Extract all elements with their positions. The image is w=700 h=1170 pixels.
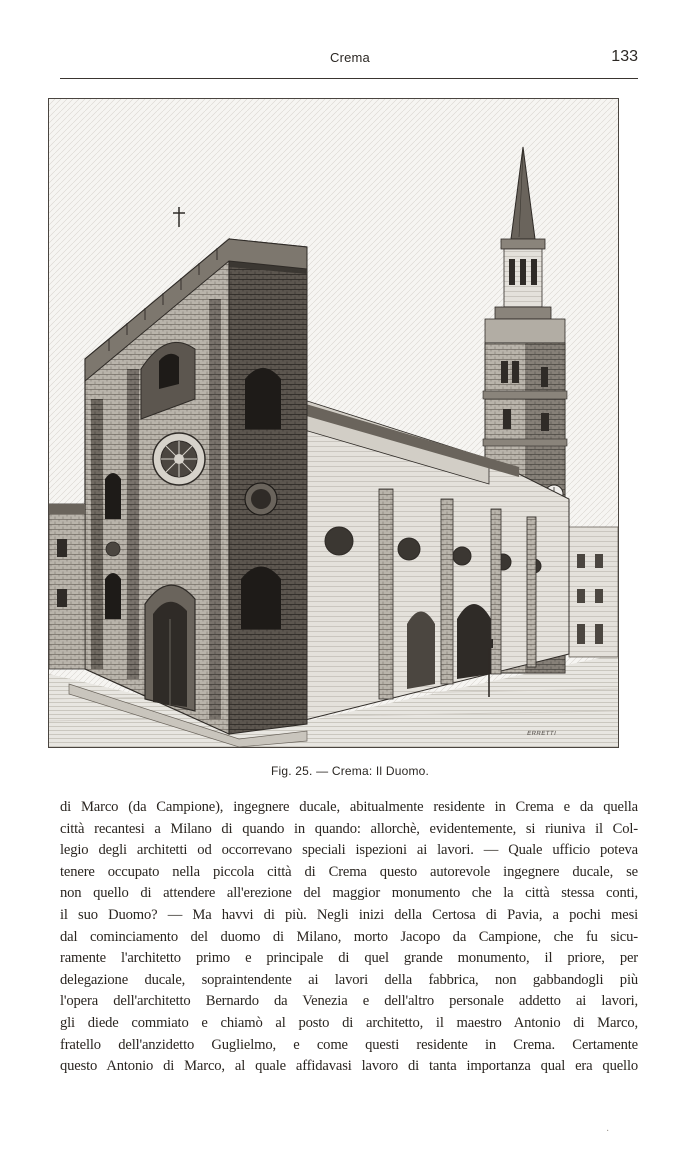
figure-caption: Fig. 25. — Crema: Il Duomo.	[270, 764, 430, 778]
body-text	[60, 797, 638, 1078]
text-line: l'opera dell'architetto Bernardo da Venezia e dell'altro personale addetto ai lavori,	[60, 993, 638, 1010]
text-line: tenere occupato nella piccola città di Crema questo autorevole ingegnere ducale, se	[60, 863, 638, 880]
running-title: Crema	[329, 50, 370, 65]
page-number: 133	[611, 48, 638, 65]
text-line: di Marco (da Campione), ingegnere ducale, abitualmente residente in Crema e da quella	[60, 799, 638, 815]
distant-buildings	[569, 527, 618, 657]
text-line: questo Antonio di Marco, al quale affidavasi lavoro di tanta importanza qual era quello	[60, 1058, 638, 1075]
header-rule	[60, 78, 638, 79]
text-line: gli diede commiato e chiamò al posto di architetto, il maestro Antonio di Marco,	[60, 1014, 638, 1031]
text-line: non quello di attendere all'erezione del maggior monumento che la città stessa conti,	[60, 885, 638, 902]
text-line: dal cominciamento del duomo di Milano, morto Jacopo da Campione, che fu sicu-	[60, 928, 638, 945]
text-line: il suo Duomo? — Ma havvi di più. Negli inizi della Certosa di Pavia, a pochi mesi	[60, 906, 638, 923]
text-line: legio degli architetti od occorrevano speciali ispezioni ai lavori. — Quale ufficio poteva	[60, 842, 638, 859]
facade-side	[229, 239, 307, 734]
engraver-signature: ERRETTI	[526, 731, 557, 737]
text-line: città recantesi a Milano di quando in quando: allorchè, evidentemente, si riuniva il Col-	[60, 820, 638, 837]
figure-engraving	[48, 98, 619, 748]
running-head	[0, 48, 700, 72]
cathedral-engraving	[49, 99, 618, 747]
margin-mark: ·	[606, 1126, 610, 1137]
adjacent-building-left	[49, 504, 85, 669]
text-line: ramente l'architetto primo e principale di quel grande monumento, il priore, per	[60, 950, 638, 967]
text-line: delegazione ducale, sopraintendente ai lavori della fabbrica, non gabbandogli più	[60, 971, 638, 988]
text-line: fratello dell'anzidetto Guglielmo, e come questi residente in Crema. Certamente	[60, 1036, 638, 1053]
